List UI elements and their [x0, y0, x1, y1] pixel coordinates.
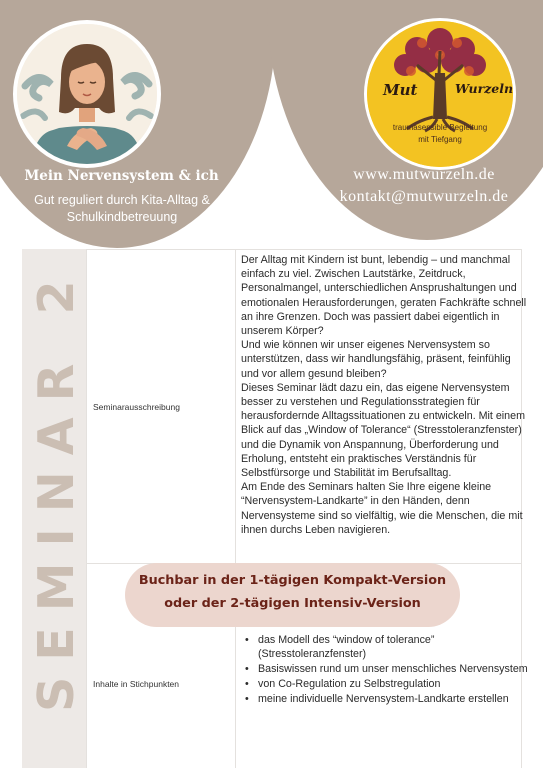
logo-tagline-1: traumasensible Begleitung: [392, 123, 488, 132]
email-link[interactable]: kontakt@mutwurzeln.de: [339, 188, 509, 205]
seminar-description: [241, 253, 529, 537]
row-label-contents: Inhalte in Stichpunkten: [93, 679, 180, 689]
table-border-top: [86, 249, 522, 250]
program-title: Mein Nervensystem & ich: [24, 168, 219, 184]
contents-list: [241, 633, 531, 707]
list-item: • Basiswissen rund um unser menschliches Nervensystem: [241, 662, 531, 676]
table-border-left: [86, 249, 87, 768]
booking-banner-line-2: oder der 2-tägigen Intensiv-Version: [164, 596, 421, 611]
logo-tagline-2: mit Tiefgang: [418, 135, 462, 144]
row-label-description: Seminarausschreibung: [93, 402, 180, 412]
program-subtitle: Gut reguliert durch Kita-Alltag & Schulkindbetreuung: [34, 193, 210, 224]
seminar-vertical-title: SEMINAR 2: [28, 264, 85, 712]
booking-banner-line-1: Buchbar in der 1-tägigen Kompakt-Version: [138, 573, 447, 588]
list-item: • das Modell des “window of tolerance” (Stresstoleranzfenster): [241, 633, 531, 661]
logo-word-left: Mut: [383, 81, 418, 99]
calm-woman-illustration: [13, 20, 161, 168]
description-paragraph: Der Alltag mit Kindern ist bunt, lebendig – und manchmal einfach zu viel. Zwischen Lautstärke, Zeitdruck, Personalmangel, unterschiedlichen Ansprushaltungen und emotionalen Herausforderungen, geraten Fachkräfte schnell an ihre Grenzen. Doch was passiert dabei eigentlich in unserem Körper?: [241, 254, 527, 338]
mut-wurzeln-logo: [364, 18, 516, 170]
website-link[interactable]: www.mutwurzeln.de: [353, 166, 495, 183]
description-paragraph: Und wie können wir unser eigenes Nervensystem so unterstützen, dass wir handlungsfähig, präsent, feinfühlig und vor allem gesund bleiben?: [241, 339, 511, 380]
table-border-middle: [235, 249, 236, 768]
logo-word-right: Wurzeln: [455, 81, 514, 96]
description-paragraph: Am Ende des Seminars halten Sie Ihre eigene kleine “Nervensystem-Landkarte” in den Händen, denn Nervensysteme sind so vielfältig, wie die Menschen, die mit ihnen durchs Leben navigieren.: [241, 481, 523, 536]
list-item: • meine individuelle Nervensystem-Landkarte erstellen: [241, 692, 531, 706]
calm-woman-breathing-icon: [17, 24, 157, 164]
list-item: • von Co-Regulation zu Selbstregulation: [241, 677, 531, 691]
description-paragraph: Dieses Seminar lädt dazu ein, das eigene Nervensystem besser zu verstehen und Regulationsstrategien für herausfordernde Alltagssituationen zu entwickeln. Mit einem Blick auf das „Window of Tolerance“ (Stresstoleranzfenster) und die Dynamik von Anspannung, Überforderung und Erholung, entsteht ein praktisches Verständnis für Selbstfürsorge und Stabilität im Berufsalltag.: [241, 381, 525, 480]
